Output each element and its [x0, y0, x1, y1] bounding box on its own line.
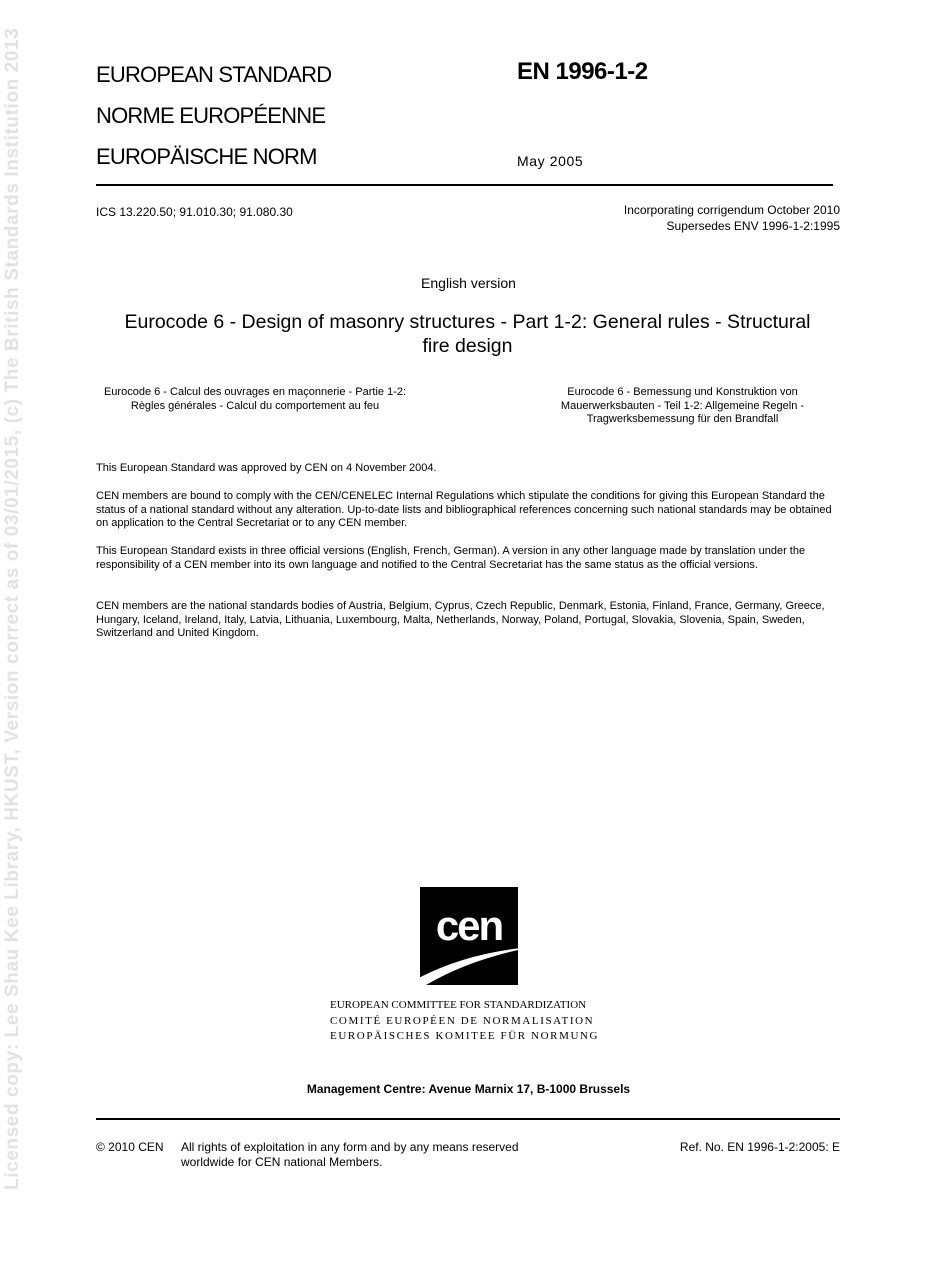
license-watermark: Licensed copy: Lee Shau Kee Library, HKUST, Version correct as of 03/01/2015, (c) The British Standards Institution 2013 — [2, 27, 23, 1190]
cen-names — [330, 998, 630, 1045]
cen-name-de: EUROPÄISCHES KOMITEE FÜR NORMUNG — [330, 1030, 600, 1042]
cen-logo-icon — [420, 887, 518, 985]
header-line-fr: NORME EUROPÉENNE — [96, 103, 326, 128]
versions-paragraph: This European Standard exists in three official versions (English, French, German). A version in any other language made by translation under the responsibility of a CEN member into its own language and notified to the Central Secretariat has the same status as the official versions. — [96, 545, 806, 571]
cen-logo — [420, 887, 518, 985]
members-paragraph: CEN members are the national standards bodies of Austria, Belgium, Cyprus, Czech Republic, Denmark, Estonia, Finland, France, Germany, Greece, Hungary, Iceland, Ireland, Italy, Latvia, Lithuania, Luxembourg, Malta, Netherlands, Norway, Poland, Portugal, Slovakia, Slovenia, Spain, Sweden, Switzerland and United Kingdom. — [96, 600, 825, 639]
cen-name-fr: COMITÉ EUROPÉEN DE NORMALISATION — [330, 1014, 595, 1027]
header-rule — [96, 184, 833, 186]
supersedes-note: Supersedes ENV 1996-1-2:1995 — [666, 219, 840, 233]
header-line-en: EUROPEAN STANDARD — [96, 62, 332, 87]
ics-codes: ICS 13.220.50; 91.010.30; 91.080.30 — [96, 205, 293, 219]
cen-name-en: EUROPEAN COMMITTEE FOR STANDARDIZATION — [330, 999, 587, 1011]
cen-logo-text: cen — [435, 902, 503, 949]
version-label: English version — [421, 275, 516, 291]
reference-number: Ref. No. EN 1996-1-2:2005: E — [679, 1140, 840, 1154]
title-german: Eurocode 6 - Bemessung und Konstruktion von Mauerwerksbauten - Teil 1-2: Allgemeine Regeln - Tragwerksbemessung für den Brandfall — [560, 386, 805, 425]
compliance-paragraph: CEN members are bound to comply with the CEN/CENELEC Internal Regulations which stipulate the conditions for giving this European Standard the status of a national standard without any alteration. Up-to-date lists and bibliographical references concerning such national standards may be obtained on application to the Central Secretariat or to any CEN member. — [96, 490, 832, 529]
publication-date: May 2005 — [517, 153, 584, 169]
corrigendum-note: Incorporating corrigendum October 2010 — [623, 203, 840, 217]
copyright: © 2010 CEN — [96, 1140, 164, 1154]
standard-number: EN 1996-1-2 — [517, 58, 648, 85]
rights-line-1: All rights of exploitation in any form and by any means reserved — [181, 1140, 519, 1154]
document-title: Eurocode 6 - Design of masonry structures - Part 1-2: General rules - Structural fire design — [124, 311, 811, 357]
header-line-de: EUROPÄISCHE NORM — [96, 144, 317, 169]
management-centre: Management Centre: Avenue Marnix 17, B-1000 Brussels — [306, 1082, 631, 1096]
title-french: Eurocode 6 - Calcul des ouvrages en maçonnerie - Partie 1-2: Règles générales - Calcul du comportement au feu — [103, 386, 407, 412]
rights-line-2: worldwide for CEN national Members. — [181, 1155, 383, 1169]
footer-rule — [96, 1118, 840, 1120]
approval-paragraph: This European Standard was approved by CEN on 4 November 2004. — [96, 462, 437, 474]
